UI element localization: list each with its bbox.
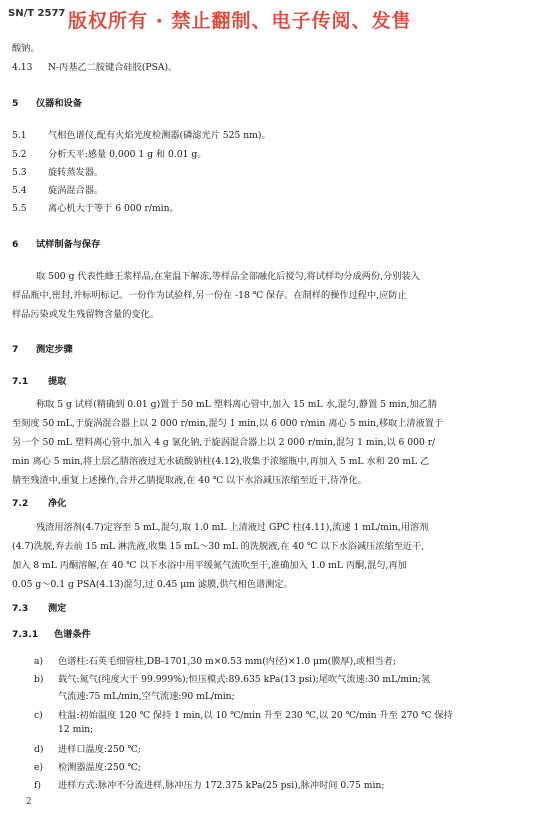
page-number: 2 (26, 797, 32, 807)
paragraph-line: 加入 8 mL 丙酮溶解,在 40 ℃ 以下水浴中用平缓氮气流吹至干,准确加入 1.0 mL 丙酮,混匀,再加 (12, 560, 407, 571)
list-item-5-3 (12, 164, 103, 178)
section-number: 7.1 (12, 376, 29, 387)
item-label: e) (34, 762, 44, 773)
section-number: 5 (12, 98, 19, 109)
list-item-d (34, 741, 141, 755)
doc-code: SN/T 2577 (8, 8, 66, 19)
item-label: c) (34, 710, 43, 721)
item-text: 色谱柱:石英毛细管柱,DB-1701,30 m×0.53 mm(内径)×1.0 μm(膜厚),或相当者; (58, 656, 396, 667)
item-text: 离心机大于等于 6 000 r/min。 (48, 203, 179, 214)
paragraph-line: 称取 5 g 试样(精确到 0.01 g)置于 50 mL 塑料离心管中,加入 15 mL 水,混匀,静置 5 min,加乙腈 (36, 399, 437, 410)
section-title: 提取 (48, 376, 67, 387)
list-item-e (34, 759, 141, 773)
item-text: 旋涡混合器。 (48, 185, 104, 196)
list-item-c (34, 707, 453, 721)
paragraph-line: 腈至残渣中,重复上述操作,合并乙腈提取液,在 40 ℃ 以下水浴减压浓缩至近干,待净化。 (12, 475, 367, 486)
item-text: 柱温:初始温度 120 ℃ 保持 1 min,以 10 ℃/min 升至 230 ℃,以 20 ℃/min 升至 270 ℃ 保持 (58, 710, 453, 721)
list-item-5-2 (12, 146, 206, 160)
paragraph-line: min 离心 5 min,将上层乙腈溶液过无水硫酸钠柱(4.12),收集于浓缩瓶中,再加入 5 mL 水和 20 mL 乙 (12, 456, 430, 467)
item-number: 5.1 (12, 130, 27, 141)
section-number: 7.3.1 (12, 629, 39, 640)
item-text: 载气:氮气(纯度大于 99.999%);恒压模式:89.635 kPa(13 psi);尾吹气流速:30 mL/min;氢 (58, 674, 431, 685)
item-text: N-丙基乙二胺键合硅胶(PSA)。 (48, 62, 178, 73)
copyright-watermark: 版权所有 · 禁止翻制、电子传阅、发售 (68, 10, 412, 32)
section-title: 测定 (48, 603, 67, 614)
section-title: 净化 (48, 498, 67, 509)
section-heading-6 (12, 236, 100, 250)
list-item-b-continued: 气流速:75 mL/min,空气流速:90 mL/min; (58, 691, 235, 702)
item-number: 5.4 (12, 185, 27, 196)
section-title: 测定步骤 (36, 344, 73, 355)
section-title: 色谱条件 (54, 629, 91, 640)
paragraph-line: 0.05 g～0.1 g PSA(4.13)混匀,过 0.45 μm 滤膜,供气相色谱测定。 (12, 579, 293, 590)
item-text: 进样方式:脉冲不分流进样,脉冲压力 172.375 kPa(25 psi),脉冲时间 0.75 min; (58, 780, 385, 791)
section-number: 7.2 (12, 498, 29, 509)
item-label: b) (34, 674, 44, 685)
section-heading-5 (12, 95, 82, 109)
paragraph-line: 取 500 g 代表性蜂王浆样品,在室温下解冻,等样品全部融化后搅匀,将试样均分成两份,分别装入 (36, 271, 420, 282)
item-text: 气相色谱仪,配有火焰光度检测器(磷滤光片 525 nm)。 (48, 130, 271, 141)
list-item-f (34, 777, 384, 791)
section-heading-7-3 (12, 600, 66, 614)
paragraph-line: 样品瓶中,密封,并标明标记。一份作为试验样,另一份在 -18 ℃ 保存。在制样的操作过程中,应防止 (12, 290, 407, 301)
item-number: 4.13 (12, 62, 33, 73)
section-heading-7 (12, 341, 73, 355)
section-number: 7 (12, 344, 19, 355)
paragraph-line: 至刻度 50 mL,于旋涡混合器上以 2 000 r/min,混匀 1 min,以 6 000 r/min 离心 5 min,移取上清液置于 (12, 418, 444, 429)
item-text: 检测器温度:250 ℃; (58, 762, 141, 773)
section-number: 7.3 (12, 603, 29, 614)
list-item-5-5 (12, 200, 179, 214)
list-item-c-continued: 12 min; (58, 724, 94, 735)
item-number: 5.3 (12, 167, 27, 178)
list-item-b (34, 671, 430, 685)
item-number: 5.5 (12, 203, 27, 214)
section-heading-7-1 (12, 373, 66, 387)
paragraph-line: (4.7)洗脱,弃去前 15 mL 淋洗液,收集 15 mL～30 mL 的洗脱液,在 40 ℃ 以下水浴减压浓缩至近干, (12, 541, 425, 552)
item-label: a) (34, 656, 44, 667)
paragraph-line: 样品污染或发生残留物含量的变化。 (12, 309, 159, 320)
paragraph-line: 另一个 50 mL 塑料离心管中,加入 4 g 氯化钠,于旋涡混合器上以 2 000 r/min,混匀 1 min,以 6 000 r/ (12, 437, 436, 448)
section-title: 试样制备与保存 (36, 239, 101, 250)
section-title: 仪器和设备 (36, 98, 82, 109)
list-item-a (34, 653, 396, 667)
section-number: 6 (12, 239, 19, 250)
section-heading-7-3-1 (12, 626, 91, 640)
list-item-4-13 (12, 59, 177, 73)
list-item-5-4 (12, 182, 103, 196)
item-label: d) (34, 744, 44, 755)
section-heading-7-2 (12, 495, 66, 509)
item-text: 分析天平:感量 0.000 1 g 和 0.01 g。 (48, 149, 207, 160)
text-line: 酸钠。 (12, 43, 40, 54)
item-label: f) (34, 780, 41, 791)
paragraph-line: 残渣用溶剂(4.7)定容至 5 mL,混匀,取 1.0 mL 上清液过 GPC 柱(4.11),流速 1 mL/min,用溶剂 (36, 522, 429, 533)
list-item-5-1 (12, 127, 271, 141)
item-number: 5.2 (12, 149, 27, 160)
item-text: 旋转蒸发器。 (48, 167, 104, 178)
item-text: 进样口温度:250 ℃; (58, 744, 141, 755)
